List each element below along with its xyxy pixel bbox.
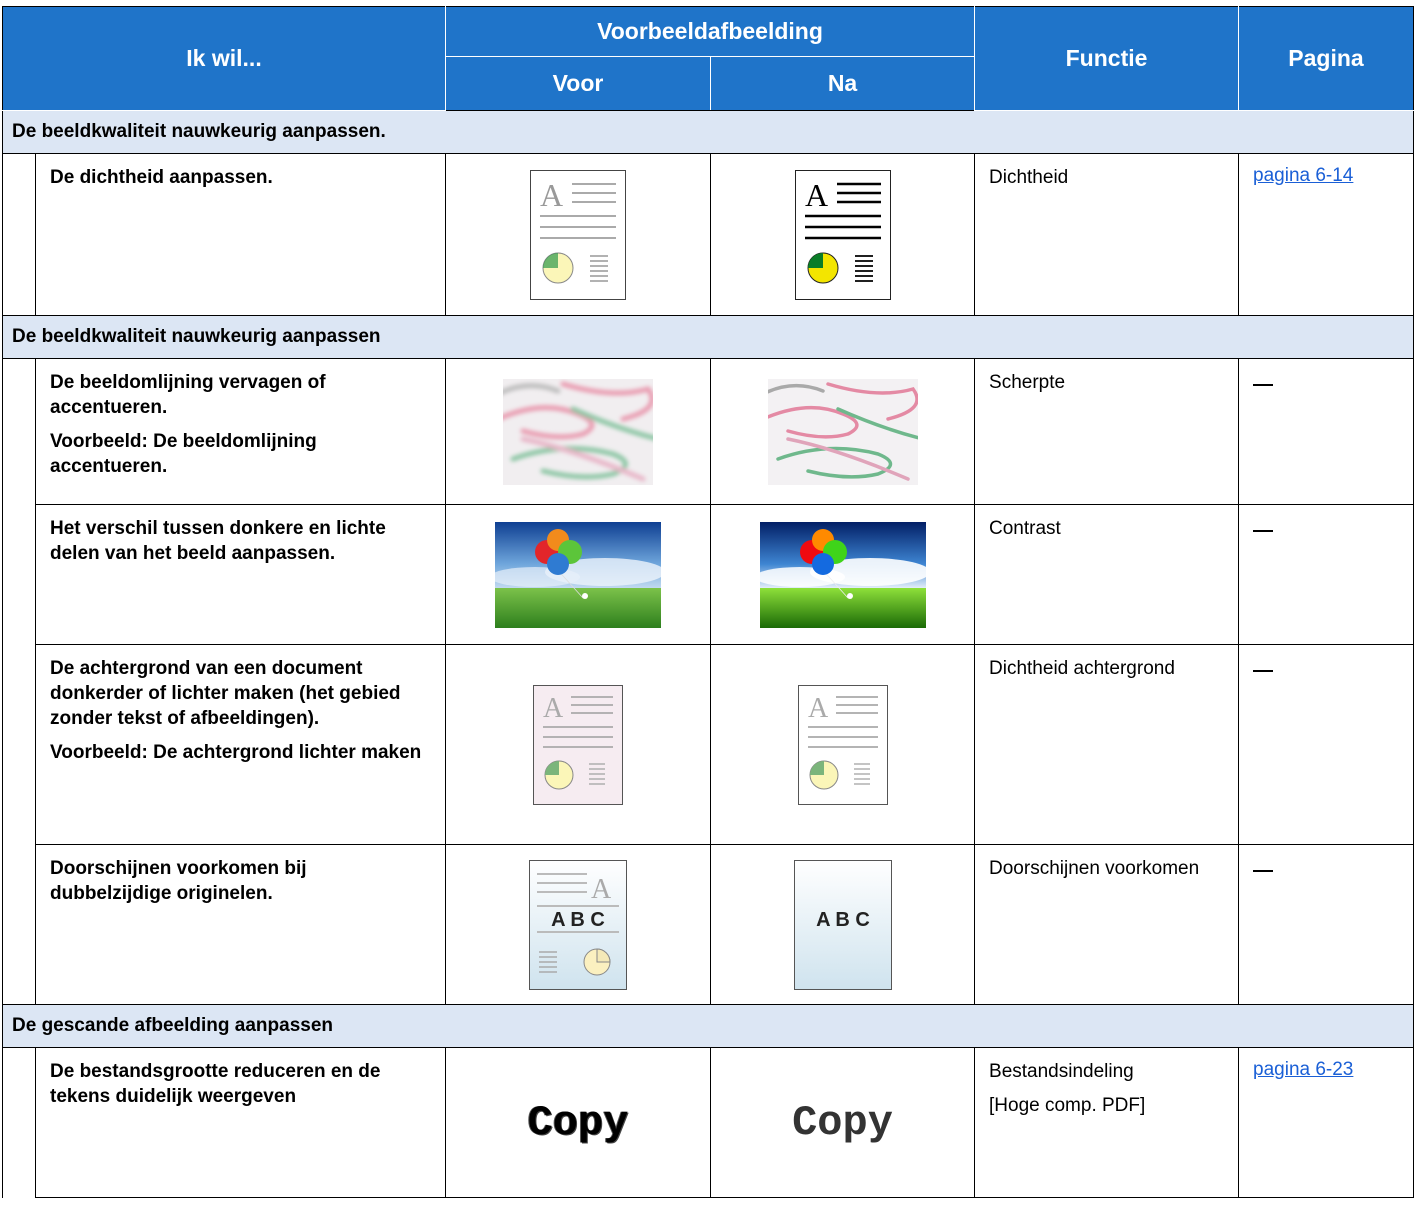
- copy-after-text: Copy: [792, 1098, 893, 1147]
- header-after: Na: [711, 57, 975, 111]
- after-image: [711, 645, 975, 845]
- page-cell: [1239, 645, 1414, 845]
- feature-table: [2, 6, 1414, 1198]
- svg-text:A: A: [807, 692, 828, 724]
- svg-text:A: A: [543, 692, 564, 724]
- header-before: Voor: [446, 57, 711, 111]
- page-link[interactable]: pagina 6-23: [1253, 1059, 1354, 1080]
- density-after-image: [795, 170, 891, 300]
- function-text: Dichtheid: [989, 167, 1069, 188]
- after-image: [711, 359, 975, 505]
- function-text: Doorschijnen voorkomen: [989, 858, 1200, 879]
- before-image: [446, 645, 711, 845]
- function-cell: [975, 1048, 1239, 1198]
- want-text: De beeldomlijning vervagen of accentueren.: [50, 372, 326, 418]
- bleed-glyph: A: [591, 873, 612, 905]
- header-function: Functie: [975, 7, 1239, 111]
- copy-before-text: Copy: [527, 1098, 629, 1147]
- before-image: [446, 359, 711, 505]
- header-example: Voorbeeldafbeelding: [446, 7, 975, 57]
- page-cell: [1239, 1048, 1414, 1198]
- contrast-after-image: [760, 522, 926, 628]
- want-cell: [36, 645, 446, 845]
- before-image: [446, 505, 711, 645]
- want-cell: [36, 1048, 446, 1198]
- page-cell: [1239, 505, 1414, 645]
- section-heading: De beeldkwaliteit nauwkeurig aanpassen: [3, 316, 1414, 359]
- want-text: Doorschijnen voorkomen bij dubbelzijdige originelen.: [50, 858, 307, 904]
- bleed-text: A B C: [551, 908, 605, 931]
- page-cell: [1239, 154, 1414, 316]
- bleed-text: A B C: [815, 908, 870, 931]
- page-dash: [1253, 530, 1273, 532]
- function-text: Contrast: [989, 518, 1061, 539]
- before-image: [446, 1048, 711, 1198]
- function-cell: [975, 359, 1239, 505]
- after-image: [711, 1048, 975, 1198]
- bleed-after-image: [794, 860, 892, 990]
- want-cell: [36, 845, 446, 1005]
- function-cell: [975, 845, 1239, 1005]
- background-after-image: [798, 685, 888, 805]
- want-cell: [36, 505, 446, 645]
- page-dash: [1253, 670, 1273, 672]
- svg-text:A: A: [540, 176, 564, 213]
- header-page: Pagina: [1239, 7, 1414, 111]
- after-image: [711, 154, 975, 316]
- before-image: [446, 845, 711, 1005]
- want-text: De bestandsgrootte reduceren en de tekens duidelijk weergeven: [50, 1061, 381, 1107]
- function-subtext: [Hoge comp. PDF]: [989, 1095, 1146, 1116]
- header-want: Ik wil...: [3, 7, 446, 111]
- page-dash: [1253, 384, 1273, 386]
- bleed-before-image: [529, 860, 627, 990]
- density-before-image: [530, 170, 626, 300]
- function-text: Scherpte: [989, 372, 1066, 393]
- want-example: Voorbeeld: De achtergrond lichter maken: [50, 742, 422, 763]
- want-text: Het verschil tussen donkere en lichte delen van het beeld aanpassen.: [50, 518, 386, 564]
- function-cell: [975, 154, 1239, 316]
- contrast-before-image: [495, 522, 661, 628]
- function-cell: [975, 505, 1239, 645]
- want-cell: [36, 154, 446, 316]
- page-link[interactable]: pagina 6-14: [1253, 165, 1354, 186]
- function-text: Bestandsindeling: [989, 1061, 1134, 1082]
- page-cell: [1239, 845, 1414, 1005]
- page-dash: [1253, 870, 1273, 872]
- function-cell: [975, 645, 1239, 845]
- want-text: De dichtheid aanpassen.: [50, 167, 273, 188]
- sharpness-before-image: [503, 379, 653, 485]
- before-image: [446, 154, 711, 316]
- want-text: De achtergrond van een document donkerder of lichter maken (het gebied zonder tekst of afbeeldingen).: [50, 658, 401, 729]
- after-image: [711, 845, 975, 1005]
- function-text: Dichtheid achtergrond: [989, 658, 1175, 679]
- section-heading: De gescande afbeelding aanpassen: [3, 1005, 1414, 1048]
- after-image: [711, 505, 975, 645]
- want-example: Voorbeeld: De beeldomlijning accentueren.: [50, 431, 317, 477]
- want-cell: [36, 359, 446, 505]
- background-before-image: [533, 685, 623, 805]
- section-heading: De beeldkwaliteit nauwkeurig aanpassen.: [3, 111, 1414, 154]
- svg-text:A: A: [804, 176, 828, 213]
- page-cell: [1239, 359, 1414, 505]
- sharpness-after-image: [768, 379, 918, 485]
